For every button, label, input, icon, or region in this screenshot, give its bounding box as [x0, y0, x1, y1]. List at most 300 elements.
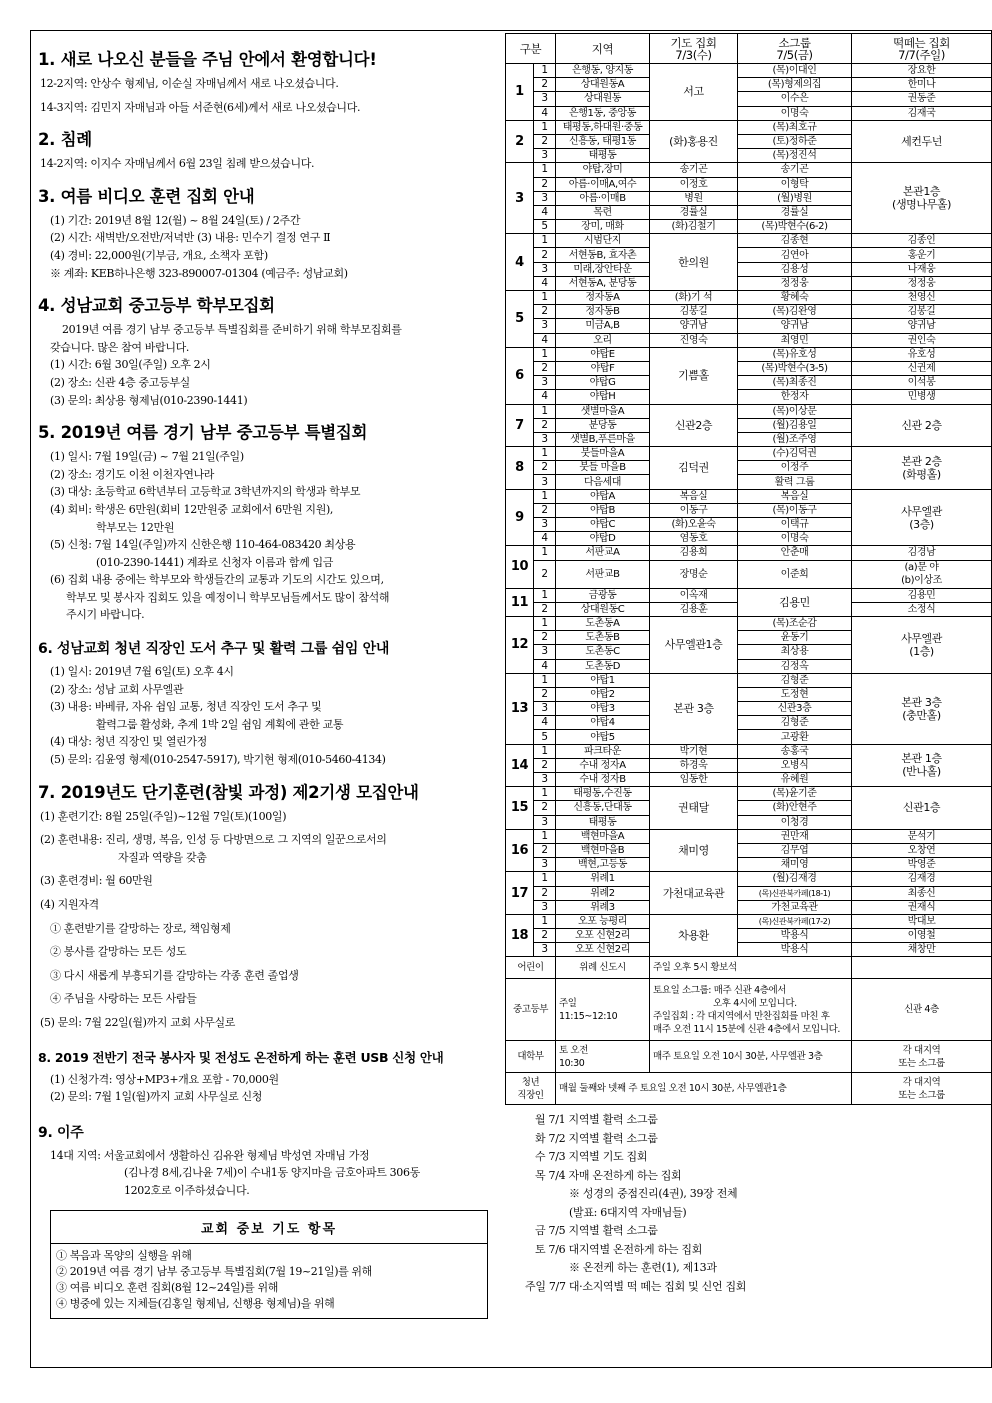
prayer-cell: 이정호 [650, 177, 738, 191]
small-group-cell: 김용민 [738, 588, 852, 616]
table-row [506, 291, 992, 305]
small-group-cell: (목)신관북카페(18-1) [738, 886, 852, 900]
young-workers-label [506, 1073, 556, 1105]
small-group-cell: 박용식 [738, 929, 852, 943]
header-small-label: 소그룹 [778, 35, 811, 50]
schedule-line: 월 7/1 지역별 활력 소그룹 [535, 1113, 658, 1127]
youth-note-line: 매주 오전 11시 15분에 신관 4층에서 모입니다. [653, 1023, 841, 1035]
sub-number: 2 [534, 134, 556, 148]
table-row [506, 616, 992, 630]
sub-number: 4 [534, 333, 556, 347]
section-title-usb-order: 8. 2019 전반기 전국 봉사자 및 전성도 온전하게 하는 훈련 USB 신청 안내 [38, 1049, 444, 1065]
small-group-cell: (월)병원 [738, 191, 852, 205]
area-cell: 태평동 [556, 149, 650, 163]
sub-number: 3 [534, 645, 556, 659]
sub-number: 1 [534, 787, 556, 801]
area-cell: 상대원동C [556, 602, 650, 616]
sub-number: 4 [534, 276, 556, 290]
young-label-line: 직장인 [517, 1089, 544, 1101]
sub-number: 4 [534, 205, 556, 219]
small-group-cell: 김무엽 [738, 843, 852, 857]
table-row [506, 744, 992, 758]
header-bread [852, 34, 991, 64]
area-cell: 오리 [556, 333, 650, 347]
small-group-cell: (목)조순감 [738, 616, 852, 630]
small-group-cell: 오병식 [738, 758, 852, 772]
youth-note [650, 979, 852, 1041]
sub-number: 4 [534, 532, 556, 546]
sub-number: 1 [534, 744, 556, 758]
announcement-line: (010-2390-1441) 계좌로 신청자 이름과 함께 입금 [96, 555, 334, 569]
cell-line: (생명나무홀) [892, 198, 951, 212]
announcement-line: 주시기 바랍니다. [66, 608, 145, 622]
sub-number: 3 [534, 702, 556, 716]
area-cell: 야탑H [556, 390, 650, 404]
announcement-line: ④ 주님을 사랑하는 모든 사람들 [50, 992, 197, 1006]
group-number: 8 [506, 447, 534, 490]
children-area: 위례 신도시 [556, 957, 650, 979]
bread-cell: 권재식 [852, 900, 991, 914]
area-cell: 야탑G [556, 376, 650, 390]
sub-number: 2 [534, 843, 556, 857]
table-row [506, 319, 992, 333]
sub-number: 1 [534, 163, 556, 177]
sub-number: 2 [534, 177, 556, 191]
table-row [506, 361, 992, 375]
area-cell: 야탑2 [556, 687, 650, 701]
prayer-cell: 기쁨홀 [650, 347, 738, 404]
sub-number: 1 [534, 347, 556, 361]
announcement-line: 12-2지역: 안상수 형제님, 이순실 자매님께서 새로 나오셨습니다. [40, 77, 339, 90]
group-number: 6 [506, 347, 534, 404]
prayer-cell: (화)홍용진 [650, 120, 738, 163]
bread-cell: 권인숙 [852, 333, 991, 347]
bread-cell [852, 616, 991, 673]
prayer-cell: 염동호 [650, 532, 738, 546]
college-time [556, 1041, 650, 1073]
sub-number: 1 [534, 546, 556, 560]
section-title-summer-conference: 5. 2019년 여름 경기 남부 중고등부 특별집회 [38, 423, 368, 443]
children-note: 주일 오후 5시 황보석 [650, 957, 852, 979]
small-group-cell: 한정자 [738, 390, 852, 404]
table-row [506, 886, 992, 900]
prayer-cell: 하경욱 [650, 758, 738, 772]
bread-cell: 한미나 [852, 78, 991, 92]
schedule-column [505, 33, 991, 1365]
table-row [506, 546, 992, 560]
area-cell: 백현마을B [556, 843, 650, 857]
area-cell: 야탑A [556, 489, 650, 503]
area-cell: 야탑F [556, 361, 650, 375]
youth-time-label: 주일 [559, 997, 577, 1009]
header-bread-date: 7/7(주일) [898, 47, 945, 62]
area-cell: 정자동B [556, 305, 650, 319]
sub-number: 5 [534, 220, 556, 234]
sub-number: 3 [534, 92, 556, 106]
small-group-cell: (월)조주영 [738, 432, 852, 446]
announcement-line: 갖습니다. 많은 참여 바랍니다. [50, 340, 190, 354]
sub-number: 2 [534, 418, 556, 432]
college-label: 대학부 [506, 1041, 556, 1073]
table-row [506, 447, 992, 461]
table-row [506, 872, 992, 886]
small-group-cell: (목)최호규 [738, 120, 852, 134]
small-group-cell: 이준희 [738, 560, 852, 588]
area-cell: 샛별B,푸른마을 [556, 432, 650, 446]
cell-line: 본관1층 [902, 185, 941, 199]
cell-line: 사무엘관 [901, 504, 942, 518]
small-group-cell: (토)정하준 [738, 134, 852, 148]
prayer-cell: 김용희 [650, 546, 738, 560]
table-row [506, 163, 992, 177]
sub-number: 1 [534, 616, 556, 630]
area-cell: 야탑5 [556, 730, 650, 744]
area-cell: 태평동,하대원·중동 [556, 120, 650, 134]
area-cell: 야탑E [556, 347, 650, 361]
prayer-cell: 송기곤 [650, 163, 738, 177]
bread-cell [852, 560, 991, 588]
small-group-cell: 김형준 [738, 673, 852, 687]
prayer-cell: 장명순 [650, 560, 738, 588]
group-number: 16 [506, 829, 534, 872]
cell-line: (화평홀) [902, 467, 941, 481]
announcement-line: 학부모 및 봉사자 집회도 있을 예정이니 학부모님들께서도 많이 참석해 [66, 590, 390, 604]
area-cell: 위례1 [556, 872, 650, 886]
bread-cell: 양귀남 [852, 319, 991, 333]
sub-number: 1 [534, 291, 556, 305]
table-row [506, 262, 992, 276]
prayer-cell: 이동구 [650, 503, 738, 517]
small-group-cell: 이형탁 [738, 177, 852, 191]
area-cell: 야탑C [556, 518, 650, 532]
area-cell: 상대원동A [556, 78, 650, 92]
announcement-line: (2) 시간: 새벽반/오전반/저녁반 (3) 내용: 민수기 결정 연구 Ⅱ [50, 231, 331, 245]
table-row [506, 390, 992, 404]
bread-cell [852, 673, 991, 744]
small-group-cell: 고광환 [738, 730, 852, 744]
sub-number: 1 [534, 673, 556, 687]
announcement-line: (4) 경비: 22,000원(기부금, 개요, 소책자 포함) [50, 248, 268, 262]
bread-cell: 유호성 [852, 347, 991, 361]
sub-number: 4 [534, 716, 556, 730]
section-title-young-workers: 6. 성남교회 청년 직장인 도서 추구 및 활력 그룹 쉼임 안내 [38, 641, 390, 658]
prayer-cell: 김용훈 [650, 602, 738, 616]
area-cell: 태평동,수진동 [556, 787, 650, 801]
bread-cell: 김재경 [852, 872, 991, 886]
area-cell: 붓들 마을B [556, 461, 650, 475]
small-group-cell: 이택규 [738, 518, 852, 532]
group-number: 7 [506, 404, 534, 447]
area-cell: 장미, 매화 [556, 220, 650, 234]
college-place [852, 1041, 991, 1073]
bread-cell: 김봉길 [852, 305, 991, 319]
small-group-cell: (월)김용일 [738, 418, 852, 432]
table-row [506, 347, 992, 361]
sub-number: 1 [534, 404, 556, 418]
table-row [506, 106, 992, 120]
sub-number: 1 [534, 872, 556, 886]
bread-cell: 문석기 [852, 829, 991, 843]
table-row [506, 376, 992, 390]
bread-cell: 이영철 [852, 929, 991, 943]
schedule-line: ※ 온전케 하는 훈련(1), 제13과 [569, 1261, 717, 1275]
announcement-line: (4) 회비: 학생은 6만원(회비 12만원중 교회에서 6만원 지원), [50, 502, 334, 516]
group-number: 9 [506, 489, 534, 546]
announcement-line: (2) 장소: 성남 교회 사무엘관 [50, 682, 184, 696]
area-cell: 신흥동,단대동 [556, 801, 650, 815]
table-row [506, 120, 992, 134]
table-header-row [506, 34, 992, 64]
table-row [506, 914, 992, 928]
area-cell: 야탑B [556, 503, 650, 517]
prayer-cell: 서고 [650, 64, 738, 121]
prayer-cell: 채미영 [650, 829, 738, 872]
bread-cell: 권동준 [852, 92, 991, 106]
sub-number: 3 [534, 943, 556, 957]
area-cell: 도촌동C [556, 645, 650, 659]
sub-number: 3 [534, 191, 556, 205]
announcement-line: (1) 신청가격: 영상+MP3+개요 포함 - 70,000원 [50, 1072, 279, 1086]
table-row [506, 64, 992, 78]
section-title-short-term-training: 7. 2019년도 단기훈련(참빛 과정) 제2기생 모집안내 [38, 782, 419, 802]
area-cell: 분당동 [556, 418, 650, 432]
prayer-cell: 신관2층 [650, 404, 738, 447]
area-cell: 붓들마을A [556, 447, 650, 461]
cell-line: (1층) [909, 644, 934, 658]
area-cell: 은행동, 양지동 [556, 64, 650, 78]
announcement-line: 자질과 역량을 갖춤 [118, 850, 207, 864]
area-cell: 정자동A [556, 291, 650, 305]
group-number: 18 [506, 914, 534, 957]
bread-cell: 홍운기 [852, 248, 991, 262]
announcement-line: ③ 다시 새롭게 부흥되기를 갈망하는 각종 훈련 졸업생 [50, 968, 299, 982]
small-group-cell: 황혜숙 [738, 291, 852, 305]
youth-note-line: 오후 4시에 모입니다. [713, 997, 797, 1009]
area-cell: 서판교A [556, 546, 650, 560]
prayer-cell: 병원 [650, 191, 738, 205]
small-group-cell: (목)이대인 [738, 64, 852, 78]
small-group-cell: 김용성 [738, 262, 852, 276]
area-cell: 샛별마을A [556, 404, 650, 418]
prayer-cell: 양귀남 [650, 319, 738, 333]
area-cell: 야탑4 [556, 716, 650, 730]
small-group-cell: (목)최종진 [738, 376, 852, 390]
cell-line: 본관 1층 [901, 752, 942, 766]
area-cell: 수내 정자A [556, 758, 650, 772]
announcement-line: ① 훈련받기를 갈망하는 장로, 책임형제 [50, 921, 231, 935]
area-cell: 백현마을A [556, 829, 650, 843]
schedule-line: 화 7/2 지역별 활력 소그룹 [535, 1131, 658, 1145]
group-number: 10 [506, 546, 534, 588]
sub-number: 2 [534, 886, 556, 900]
section-title-parents-meeting: 4. 성남교회 중고등부 학부모집회 [38, 296, 275, 316]
sub-number: 2 [534, 305, 556, 319]
announcement-line: (5) 문의: 김윤영 형제(010-2547-5917), 박기현 형제(010-5460-4134) [50, 753, 386, 767]
college-time-label: 토 오전 [559, 1044, 588, 1056]
group-number: 15 [506, 787, 534, 830]
announcement-line: (4) 지원자격 [40, 898, 99, 911]
prayer-item: ① 복음과 목양의 실행을 위해 [56, 1248, 192, 1262]
announcement-line: 활력그룹 활성화, 추계 1박 2일 쉼임 계획에 관한 교통 [96, 717, 344, 731]
sub-number: 3 [534, 773, 556, 787]
announcement-line: (6) 집회 내용 중에는 학부모와 학생들간의 교통과 기도의 시간도 있으며, [50, 573, 384, 587]
table-row [506, 858, 992, 872]
small-group-cell: (목)이상문 [738, 404, 852, 418]
area-cell: 태평동 [556, 815, 650, 829]
college-place-line: 각 대지역 [902, 1044, 941, 1056]
schedule-line: 주일 7/7 대·소지역별 떡 떼는 집회 및 신언 집회 [525, 1279, 747, 1293]
bread-cell: 김용민 [852, 588, 991, 602]
sub-number: 1 [534, 64, 556, 78]
young-label-line: 청년 [521, 1076, 540, 1088]
bread-cell: 신관 2층 [852, 404, 991, 447]
sub-number: 1 [534, 829, 556, 843]
sub-number: 4 [534, 659, 556, 673]
area-cell: 서현동A, 분당동 [556, 276, 650, 290]
children-row [506, 957, 992, 979]
prayer-cell: 김덕권 [650, 447, 738, 490]
children-label: 어린이 [506, 957, 556, 979]
table-row [506, 92, 992, 106]
small-group-cell: 최상용 [738, 645, 852, 659]
area-cell: 서판교B [556, 560, 650, 588]
bread-cell: 김재국 [852, 106, 991, 120]
table-row [506, 900, 992, 914]
prayer-cell: 복음실 [650, 489, 738, 503]
announcement-line: (3) 내용: 바베큐, 자유 쉼임 교통, 청년 직장인 도서 추구 및 [50, 700, 322, 714]
bread-cell: 세컨두넌 [852, 120, 991, 163]
sub-number: 2 [534, 361, 556, 375]
prayer-items-box [50, 1210, 488, 1319]
sub-number: 1 [534, 588, 556, 602]
area-cell: 목련 [556, 205, 650, 219]
sub-number: 2 [534, 929, 556, 943]
announcement-line: 1202호로 이주하셨습니다. [124, 1183, 250, 1197]
group-number: 11 [506, 588, 534, 616]
small-group-cell: 가천교육관 [738, 900, 852, 914]
area-cell: 금광동 [556, 588, 650, 602]
prayer-cell: (화)오윤숙 [650, 518, 738, 532]
area-cell: 아름·이매A,여수 [556, 177, 650, 191]
table-row [506, 843, 992, 857]
small-group-cell: 이정주 [738, 461, 852, 475]
bread-cell [852, 447, 991, 490]
announcement-line: (김나경 8세,김나윤 7세)이 수내1동 양지마을 금호아파트 306동 [124, 1166, 420, 1180]
small-group-cell: 양귀남 [738, 319, 852, 333]
announcement-line: 14-3지역: 김민지 자매님과 아들 서준현(6세)께서 새로 나오셨습니다. [40, 100, 361, 114]
header-group: 구분 [506, 34, 556, 64]
section-title-baptism: 2. 침례 [38, 130, 92, 150]
small-group-cell: (목)정진석 [738, 149, 852, 163]
youth-time-value: 11:15~12:10 [559, 1010, 618, 1022]
bread-cell: 신관1층 [852, 787, 991, 830]
group-number: 1 [506, 64, 534, 121]
small-group-cell: 복음실 [738, 489, 852, 503]
small-group-cell: 권만재 [738, 829, 852, 843]
bread-cell: 박영준 [852, 858, 991, 872]
group-number: 4 [506, 234, 534, 291]
bread-cell: 이석봉 [852, 376, 991, 390]
announcement-line: (4) 대상: 청년 직장인 및 열린가정 [50, 735, 207, 749]
sub-number: 2 [534, 461, 556, 475]
bread-cell: 천영신 [852, 291, 991, 305]
prayer-cell: 경률실 [650, 205, 738, 219]
announcement-line: (3) 문의: 최상용 형제님(010-2390-1441) [50, 393, 248, 407]
schedule-line: ※ 성경의 중점진리(4권), 39장 전체 [569, 1187, 738, 1201]
announcement-line: 14대 지역: 서울교회에서 생활하신 김유완 형제님 박성연 자매님 가정 [50, 1148, 370, 1162]
table-row [506, 78, 992, 92]
announcement-line: 2019년 여름 경기 남부 중고등부 특별집회를 준비하기 위해 학부모집회를 [62, 323, 402, 337]
small-group-cell: (목)이동구 [738, 503, 852, 517]
young-place-line: 각 대지역 [902, 1076, 941, 1088]
small-group-cell: 도정현 [738, 687, 852, 701]
area-cell: 서현동B, 효자촌 [556, 248, 650, 262]
bread-cell: 나재웅 [852, 262, 991, 276]
table-row [506, 489, 992, 503]
small-group-cell: (월)김재경 [738, 872, 852, 886]
sub-number: 5 [534, 730, 556, 744]
area-cell: 오포 능평리 [556, 914, 650, 928]
table-row [506, 333, 992, 347]
announcement-line: (2) 문의: 7월 1일(월)까지 교회 사무실로 신청 [50, 1090, 263, 1104]
area-cell: 미래,장안타운 [556, 262, 650, 276]
header-small-group [738, 34, 852, 64]
announcement-line: 14-2지역: 이지수 자매님께서 6월 23일 침례 받으셨습니다. [40, 157, 315, 171]
schedule-line: 목 7/4 자매 온전하게 하는 집회 [535, 1168, 682, 1182]
sub-number: 3 [534, 475, 556, 489]
prayer-cell: 김봉길 [650, 305, 738, 319]
announcement-line: (5) 문의: 7월 22일(월)까지 교회 사무실로 [40, 1015, 236, 1029]
area-cell: 위례3 [556, 900, 650, 914]
bread-cell: 채창만 [852, 943, 991, 957]
sub-number: 3 [534, 815, 556, 829]
small-group-cell: (수)김덕권 [738, 447, 852, 461]
sub-number: 2 [534, 78, 556, 92]
area-cell: 아름·이매B [556, 191, 650, 205]
bread-cell: 박대보 [852, 914, 991, 928]
area-cell: 신흥동, 태평1동 [556, 134, 650, 148]
small-group-cell: 신관3층 [738, 702, 852, 716]
prayer-cell: (화)김철기 [650, 220, 738, 234]
sub-number: 3 [534, 149, 556, 163]
small-group-cell: 송홍국 [738, 744, 852, 758]
section-title-relocation: 9. 이주 [38, 1124, 84, 1141]
prayer-cell: 진영숙 [650, 333, 738, 347]
bread-cell: 김경남 [852, 546, 991, 560]
young-workers-row [506, 1073, 992, 1105]
bread-cell: 오창연 [852, 843, 991, 857]
section-title-video-training: 3. 여름 비디오 훈련 집회 안내 [38, 186, 255, 206]
cell-line: (a)문 야 [904, 562, 939, 574]
sub-number: 4 [534, 390, 556, 404]
header-bread-label: 떡떼는 집회 [893, 35, 950, 50]
bread-cell: 신귄제 [852, 361, 991, 375]
schedule-line: 금 7/5 지역별 활력 소그룹 [535, 1224, 658, 1238]
sub-number: 2 [534, 801, 556, 815]
youth-label: 중고등부 [506, 979, 556, 1041]
area-cell: 도촌동A [556, 616, 650, 630]
announcement-line: ※ 계좌: KEB하나은행 323-890007-01304 (예금주: 성남교회) [50, 266, 348, 280]
youth-note-line: 주일집회 : 각 대지역에서 만찬집회를 마친 후 [653, 1010, 830, 1022]
area-cell: 파크타운 [556, 744, 650, 758]
small-group-cell: 송기곤 [738, 163, 852, 177]
prayer-cell: 본관 3층 [650, 673, 738, 744]
prayer-cell: 가천대교육관 [650, 872, 738, 915]
area-cell: 도촌동B [556, 631, 650, 645]
prayer-cell: 박기현 [650, 744, 738, 758]
sub-number: 3 [534, 376, 556, 390]
announcement-line: ② 봉사를 갈망하는 모든 성도 [50, 945, 187, 959]
